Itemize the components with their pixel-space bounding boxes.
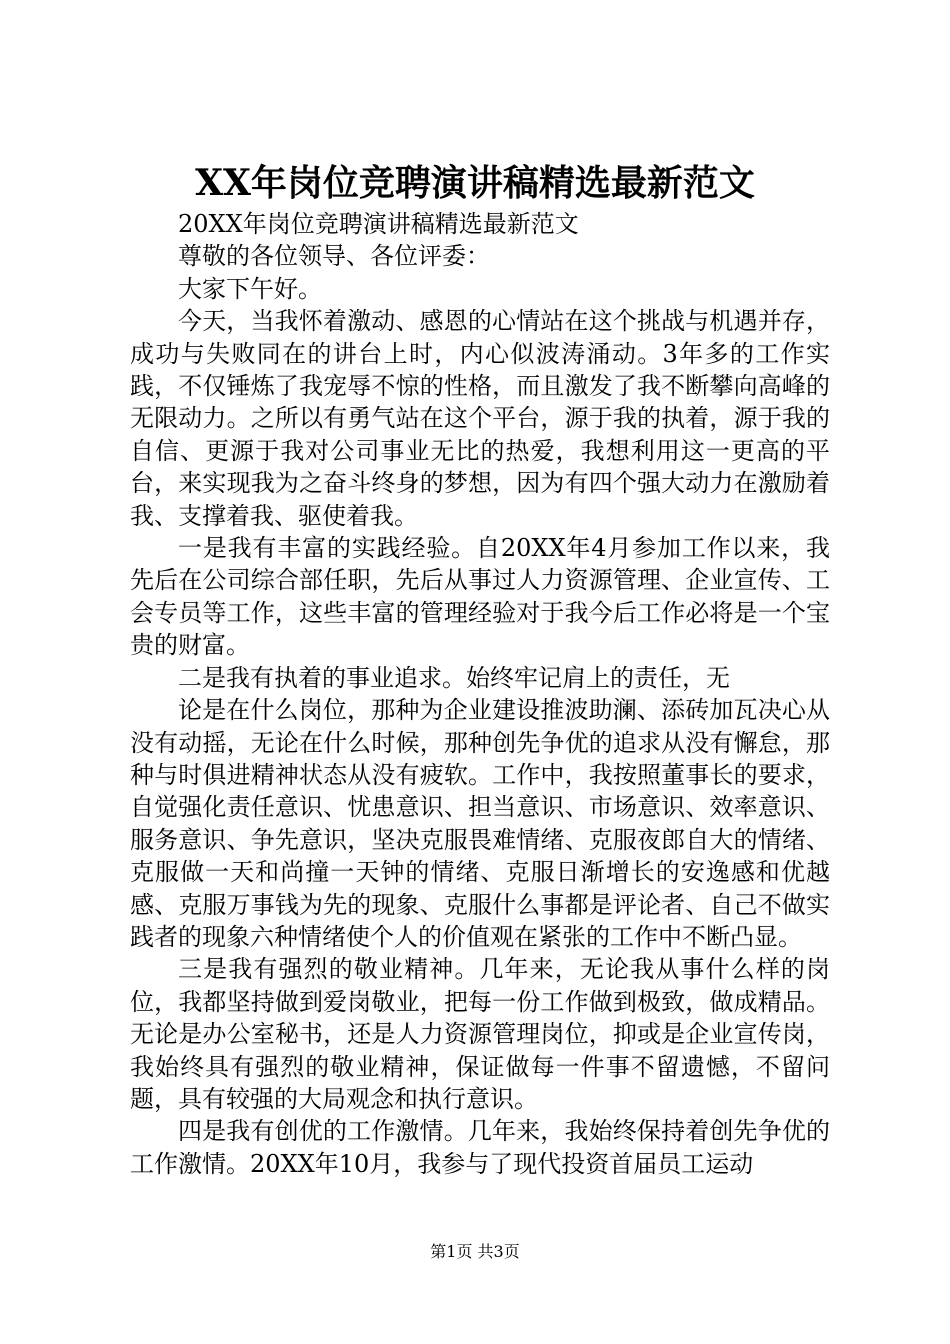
paragraph-point-two: 二是我有执着的事业追求。始终牢记肩上的责任，无 (178, 663, 730, 692)
paragraph-intro: 今天，当我怀着激动、感恩的心情站在这个挑战与机遇并存，成功与失败同在的讲台上时，内心似波涛涌动。3年多的工作实践，不仅锤炼了我宠辱不惊的性格，而且激发了我不断攀向高峰的无限动力。之所以有勇气站在这个平台，源于我的执着，源于我的自信、更源于我对公司事业无比的热爱，我想利用这一更高的平台，来实现我为之奋斗终身的梦想，因为有四个强大动力在激励着我、支撑着我、驱使着我。 (130, 307, 830, 530)
paragraph-point-two-continued: 论是在什么岗位，那种为企业建设推波助澜、添砖加瓦决心从没有动摇，无论在什么时候，那种创先争优的追求从没有懈怠，那种与时俱进精神状态从没有疲软。工作中，我按照董事长的要求，自觉强化责任意识、忧患意识、担当意识、市场意识、效率意识、服务意识、争先意识，坚决克服畏难情绪、克服夜郎自大的情绪、克服做一天和尚撞一天钟的情绪、克服日渐增长的安逸感和优越感、克服万事钱为先的现象、克服什么事都是评论者、自己不做实践者的现象六种情绪使个人的价值观在紧张的工作中不断凸显。 (130, 696, 830, 951)
document-body (130, 208, 830, 1180)
paragraph-greeting: 大家下午好。 (178, 274, 322, 303)
page-footer: 第1页 共3页 (430, 1242, 520, 1261)
paragraph-salutation: 尊敬的各位领导、各位评委： (178, 242, 490, 271)
paragraph-point-one: 一是我有丰富的实践经验。自20XX年4月参加工作以来，我先后在公司综合部任职，先后从事过人力资源管理、企业宣传、工会专员等工作，这些丰富的管理经验对于我今后工作必将是一个宝贵的财富。 (130, 534, 830, 660)
paragraph-point-three: 三是我有强烈的敬业精神。几年来，无论我从事什么样的岗位，我都坚持做到爱岗敬业，把每一份工作做到极致，做成精品。无论是办公室秘书，还是人力资源管理岗位，抑或是企业宣传岗，我始终具有强烈的敬业精神，保证做每一件事不留遗憾，不留问题，具有较强的大局观念和执行意识。 (130, 955, 830, 1113)
paragraph-point-four: 四是我有创优的工作激情。几年来，我始终保持着创先争优的工作激情。20XX年10月，我参与了现代投资首届员工运动 (130, 1117, 830, 1178)
paragraph-subtitle: 20XX年岗位竞聘演讲稿精选最新范文 (178, 210, 579, 238)
document-title: XX年岗位竞聘演讲稿精选最新范文 (195, 162, 755, 204)
